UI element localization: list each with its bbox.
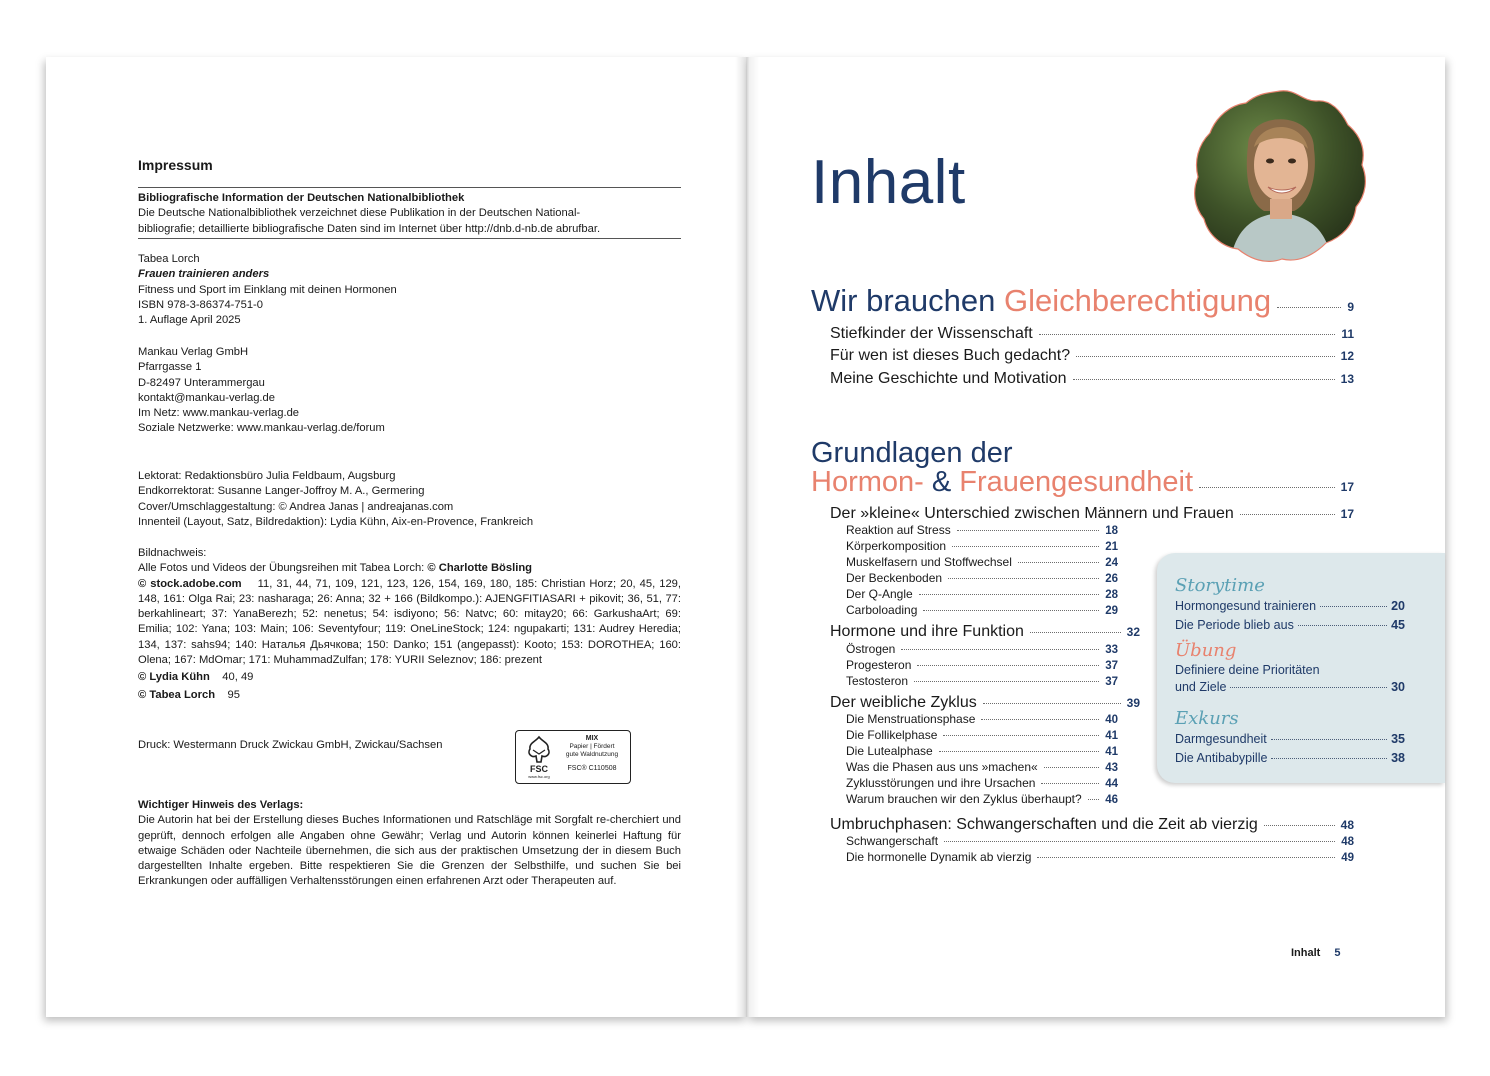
toc-entry-label: Körperkomposition — [846, 539, 947, 553]
feature-box — [1157, 553, 1445, 783]
fsc-logo-text: FSC — [530, 764, 548, 774]
leader-dots — [1044, 767, 1100, 768]
endkorrektorat: Endkorrektorat: Susanne Langer-Joffroy M. A., Germering — [138, 485, 425, 498]
cover-credit: Cover/Umschlaggestaltung: © Andrea Janas | andreajanas.com — [138, 500, 454, 513]
biblio-block — [138, 191, 681, 237]
lorch-pages: 95 — [227, 688, 240, 701]
biblio-heading: Bibliografische Information der Deutschen Nationalbibliothek — [138, 192, 465, 204]
toc-page-number: 26 — [1105, 573, 1118, 585]
leader-dots — [917, 665, 1099, 666]
fsc-text-block — [558, 735, 626, 773]
toc-entry[interactable] — [830, 347, 1354, 365]
leader-dots — [939, 751, 1099, 752]
bildnachweis-line — [138, 561, 681, 576]
leader-dots — [948, 578, 1099, 579]
toc-subentry[interactable] — [846, 523, 1118, 537]
toc-subentry[interactable] — [846, 850, 1354, 864]
toc-section-part: Wir brauchen — [811, 283, 1004, 318]
bildnachweis-label: Bildnachweis: — [138, 547, 207, 559]
box-entry-page: 35 — [1391, 732, 1405, 746]
leader-dots — [1230, 687, 1387, 688]
toc-entry-label: Der weibliche Zyklus — [830, 694, 977, 711]
bildnachweis-text: Alle Fotos und Videos der Übungsreihen mit Tabea Lorch: — [138, 562, 428, 575]
publisher-city: D-82497 Unterammergau — [138, 376, 265, 389]
toc-entry-label: Umbruchphasen: Schwangerschaften und die Zeit ab vierzig — [830, 816, 1258, 833]
leader-dots — [1041, 783, 1099, 784]
box-entry[interactable] — [1175, 732, 1405, 746]
publisher-web: Im Netz: www.mankau-verlag.de — [138, 407, 300, 420]
toc-entry-label: Die Follikelphase — [846, 728, 938, 742]
leader-dots — [1277, 307, 1341, 308]
box-entry[interactable] — [1175, 599, 1405, 613]
leader-dots — [923, 610, 1099, 611]
footer-label: Inhalt — [1291, 947, 1321, 959]
toc-entry[interactable] — [830, 505, 1354, 523]
leader-dots — [1030, 632, 1121, 633]
toc-entry-label: Stiefkinder der Wissenschaft — [830, 325, 1033, 342]
toc-page-number: 12 — [1340, 349, 1354, 363]
toc-subentry[interactable] — [846, 603, 1118, 617]
lektorat: Lektorat: Redaktionsbüro Julia Feldbaum, Augsburg — [138, 470, 396, 482]
biblio-line: Die Deutsche Nationalbibliothek verzeichnet diese Publikation in der Deutschen National- — [138, 207, 581, 220]
leader-dots — [1240, 514, 1335, 515]
toc-entry-label: Die hormonelle Dynamik ab vierzig — [846, 850, 1032, 864]
box-entry-page: 20 — [1391, 599, 1405, 613]
leader-dots — [957, 530, 1099, 531]
hinweis-text: Die Autorin hat bei der Erstellung dieses Buches Informationen und Ratschläge mit Sorgfalt re-cherchiert und geprüft, dennoch erfolgen alle Angaben ohne Gewähr; Verlag und Autorin können keinerlei Haftung für etwaige Schäden oder Nachteile übernehmen, die sich aus der praktischen Umsetzung der in diesem Buch dargestellten Inhalte ergeben. Bitte respektieren Sie die Grenzen der Selbsthilfe, und suchen Sie bei Erkrankungen oder auffälligen Verhaltensstörungen einen erfahrenen Arzt oder Therapeuten auf. — [138, 814, 681, 888]
leader-dots — [944, 841, 1335, 842]
toc-page-number: 48 — [1340, 818, 1354, 832]
fsc-mix: MIX — [585, 735, 599, 742]
toc-page-number: 33 — [1105, 644, 1118, 656]
leader-dots — [952, 546, 1099, 547]
box-entry-label: Hormongesund trainieren — [1175, 599, 1317, 613]
publisher-name: Mankau Verlag GmbH — [138, 346, 249, 358]
toc-entry-label: Muskelfasern und Stoffwechsel — [846, 555, 1012, 569]
toc-section-hormon-frauengesundheit[interactable] — [811, 466, 1354, 499]
bildnachweis-lorch — [138, 688, 681, 703]
toc-entry[interactable] — [830, 325, 1354, 343]
box-entry-label: Die Periode blieb aus — [1175, 618, 1294, 632]
toc-subentry[interactable] — [846, 744, 1118, 758]
toc-page-number: 17 — [1340, 480, 1354, 494]
fsc-line: Papier | Fördert — [569, 743, 615, 750]
fsc-line: gute Waldnutzung — [565, 751, 619, 758]
toc-page-number: 39 — [1126, 696, 1140, 710]
box-entry[interactable] — [1175, 663, 1405, 677]
toc-page-number: 37 — [1105, 676, 1118, 688]
toc-page-number: 24 — [1105, 557, 1118, 569]
toc-subentry[interactable] — [846, 792, 1118, 806]
toc-page-number: 9 — [1347, 300, 1354, 314]
box-entry-label: und Ziele — [1175, 680, 1227, 694]
toc-page-number: 43 — [1105, 762, 1118, 774]
book-subtitle: Fitness und Sport im Einklang mit deinen Hormonen — [138, 283, 397, 296]
toc-entry-label: Der Q-Angle — [846, 587, 913, 601]
divider — [138, 187, 681, 188]
toc-section-label — [811, 283, 1271, 319]
leader-dots — [943, 735, 1099, 736]
fsc-code: FSC® C110508 — [567, 765, 617, 772]
toc-page-number: 13 — [1340, 372, 1354, 386]
toc-entry-label: Schwangerschaft — [846, 834, 939, 848]
innenteil-credit: Innenteil (Layout, Satz, Bildredaktion): Lydia Kühn, Aix-en-Provence, Frankreich — [138, 515, 534, 528]
toc-subentry[interactable] — [846, 760, 1118, 774]
contents-title: Inhalt — [811, 148, 966, 217]
box-entry[interactable] — [1175, 618, 1405, 632]
leader-dots — [919, 594, 1100, 595]
bildnachweis-kuehn — [138, 670, 681, 685]
toc-entry-label: Progesteron — [846, 658, 912, 672]
page-footer — [1291, 947, 1340, 959]
toc-section-part-accent: Gleichberechtigung — [1003, 283, 1272, 318]
toc-entry[interactable] — [830, 816, 1354, 834]
stock-label: © stock.adobe.com — [138, 577, 242, 590]
divider — [138, 238, 681, 239]
leader-dots — [1199, 487, 1335, 488]
toc-page-number: 37 — [1105, 660, 1118, 672]
box-entry[interactable] — [1175, 680, 1405, 694]
toc-entry-label: Die Lutealphase — [846, 744, 933, 758]
toc-entry-label: Carboloading — [846, 603, 918, 617]
hinweis-block — [138, 798, 681, 890]
toc-entry-label: Für wen ist dieses Buch gedacht? — [830, 347, 1071, 364]
author-portrait — [1190, 87, 1370, 265]
book-title: Frauen trainieren anders — [138, 268, 270, 281]
bildnachweis-photographer: © Charlotte Bösling — [427, 562, 532, 575]
box-entry-label: Die Antibabypille — [1175, 751, 1268, 765]
toc-page-number: 41 — [1105, 730, 1118, 742]
toc-section-grundlagen-line1[interactable]: Grundlagen der — [811, 437, 1013, 469]
fsc-label — [515, 730, 631, 784]
toc-page-number: 29 — [1105, 605, 1118, 617]
box-entry[interactable] — [1175, 751, 1405, 765]
toc-subentry[interactable] — [846, 674, 1118, 688]
toc-page-number: 44 — [1105, 778, 1118, 790]
toc-entry-label: Der »kleine« Unterschied zwischen Männern und Frauen — [830, 505, 1234, 522]
leader-dots — [981, 719, 1099, 720]
publisher-email: kontakt@mankau-verlag.de — [138, 391, 275, 404]
author: Tabea Lorch — [138, 253, 200, 265]
toc-page-number: 40 — [1105, 714, 1118, 726]
fsc-url: www.fsc.org — [528, 774, 550, 779]
toc-entry[interactable] — [830, 623, 1140, 641]
impressum-title: Impressum — [138, 157, 213, 173]
toc-entry-label: Was die Phasen aus uns »machen« — [846, 760, 1038, 774]
biblio-line: bibliografie; detaillierte bibliografische Daten sind im Internet über http://dnb.d-nb.de abrufbar. — [138, 222, 601, 235]
kuehn-label: © Lydia Kühn — [138, 671, 210, 684]
toc-page-number: 17 — [1340, 507, 1354, 521]
leader-dots — [1076, 356, 1335, 357]
edition: 1. Auflage April 2025 — [138, 314, 241, 327]
hinweis-heading: Wichtiger Hinweis des Verlags: — [138, 799, 304, 811]
toc-entry-label: Meine Geschichte und Motivation — [830, 370, 1067, 387]
storytime-heading: Storytime — [1175, 575, 1265, 596]
toc-subentry[interactable] — [846, 776, 1118, 790]
toc-subentry[interactable] — [846, 712, 1118, 726]
toc-page-number: 46 — [1105, 794, 1118, 806]
kuehn-pages: 40, 49 — [222, 671, 254, 684]
toc-subentry[interactable] — [846, 555, 1118, 569]
toc-page-number: 32 — [1126, 625, 1140, 639]
toc-entry-label: Der Beckenboden — [846, 571, 943, 585]
toc-page-number: 11 — [1341, 327, 1354, 341]
toc-subentry[interactable] — [846, 834, 1354, 848]
leader-dots — [1018, 562, 1099, 563]
toc-page-number: 49 — [1341, 852, 1354, 864]
box-entry-label: Definiere deine Prioritäten — [1175, 663, 1320, 677]
leader-dots — [1271, 758, 1387, 759]
toc-entry-label: Testosteron — [846, 674, 909, 688]
toc-entry[interactable] — [830, 694, 1140, 712]
box-entry-page: 30 — [1391, 680, 1405, 694]
toc-entry-label: Zyklusstörungen und ihre Ursachen — [846, 776, 1036, 790]
right-page-contents — [747, 57, 1445, 1017]
publisher-social: Soziale Netzwerke: www.mankau-verlag.de/forum — [138, 422, 385, 435]
leader-dots — [1271, 739, 1387, 740]
stock-text: 11, 31, 44, 71, 109, 121, 123, 126, 154, 169, 180, 185: Christian Horz; 20, 45, 129, 148, 161: Olga Rai; 23: nasharaga; 26: Anna; 32 + 166 (Bildkompo.): AJENGFITIASARI + pikovit; 36, 51, 77: berkahlineart; 37: YanaBerezh; 52: nenetus; 54: isdiyono; 56: Natvc; 60: mitay20; 66: GarkushaArt; 69: Emilia; 102: Yana; 103: Main; 106: Seventyfour; 119: OneLineStock; 124: ngupakarti; 131: Audrey Heredia; 134, 137: sahs94; 140: Наталья Дьячкова; 150: Danko; 151 (angepasst): Kooto; 153: DOROTHEA; 160: Olena; 167: MdOmar; 171: MuhammadZulfan; 178: YURII Seleznov; 186: prezent — [138, 577, 681, 667]
toc-subentry[interactable] — [846, 728, 1118, 742]
toc-section-gleichberechtigung[interactable] — [811, 283, 1354, 319]
toc-entry-label: Hormone und ihre Funktion — [830, 623, 1024, 640]
leader-dots — [1037, 857, 1335, 858]
toc-page-number: 28 — [1105, 589, 1118, 601]
credits-block — [138, 469, 681, 530]
box-entry-page: 38 — [1391, 751, 1405, 765]
exkurs-heading: Exkurs — [1175, 708, 1239, 729]
leader-dots — [901, 649, 1099, 650]
left-page-impressum — [46, 57, 747, 1017]
leader-dots — [914, 681, 1099, 682]
fsc-tree-icon — [522, 734, 556, 780]
leader-dots — [983, 703, 1121, 704]
toc-section-ampersand: & — [931, 466, 960, 498]
toc-page-number: 18 — [1105, 525, 1118, 537]
toc-section-label — [811, 466, 1193, 499]
druck-text: Druck: Westermann Druck Zwickau GmbH, Zwickau/Sachsen — [138, 739, 443, 751]
toc-page-number: 21 — [1105, 541, 1118, 553]
uebung-heading: Übung — [1175, 640, 1237, 661]
toc-entry-label: Östrogen — [846, 642, 896, 656]
leader-dots — [1073, 379, 1335, 380]
toc-entry-label: Reaktion auf Stress — [846, 523, 951, 537]
leader-dots — [1298, 625, 1387, 626]
book-info-block — [138, 252, 681, 328]
page-number: 5 — [1334, 947, 1341, 959]
toc-entry[interactable] — [830, 370, 1354, 388]
leader-dots — [1088, 799, 1100, 800]
bildnachweis-block — [138, 546, 681, 703]
toc-subentry[interactable] — [846, 539, 1118, 553]
leader-dots — [1320, 606, 1387, 607]
toc-entry-label: Warum brauchen wir den Zyklus überhaupt? — [846, 792, 1082, 806]
toc-section-part-accent: Frauengesundheit — [959, 466, 1194, 498]
publisher-block — [138, 345, 681, 437]
toc-subentry[interactable] — [846, 642, 1118, 656]
leader-dots — [1039, 334, 1336, 335]
box-entry-label: Darmgesundheit — [1175, 732, 1267, 746]
toc-page-number: 41 — [1105, 746, 1118, 758]
box-entry-page: 45 — [1391, 618, 1405, 632]
toc-subentry[interactable] — [846, 571, 1118, 585]
toc-subentry[interactable] — [846, 587, 1118, 601]
isbn: ISBN 978-3-86374-751-0 — [138, 298, 264, 311]
toc-subentry[interactable] — [846, 658, 1118, 672]
toc-entry-label: Die Menstruationsphase — [846, 712, 976, 726]
publisher-street: Pfarrgasse 1 — [138, 361, 202, 374]
leader-dots — [1264, 825, 1335, 826]
lorch-label: © Tabea Lorch — [138, 688, 216, 701]
toc-page-number: 48 — [1341, 836, 1354, 848]
bildnachweis-stock — [138, 577, 681, 669]
toc-section-part-accent: Hormon- — [811, 466, 932, 498]
